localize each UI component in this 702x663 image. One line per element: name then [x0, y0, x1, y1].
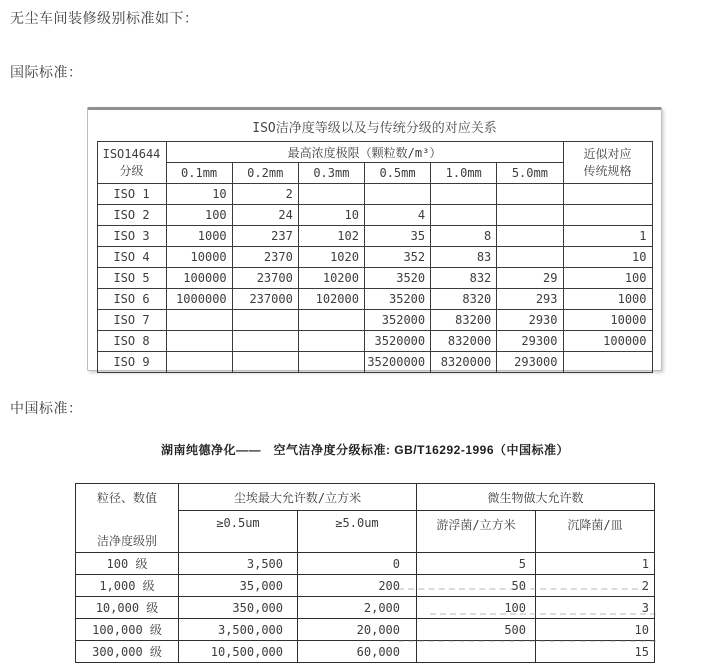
- cell: 60,000: [298, 641, 417, 663]
- table-row: [97, 226, 652, 247]
- cn-corner-line2: 洁净度级别: [96, 534, 157, 548]
- cell: 352: [364, 247, 430, 268]
- cell: 50: [417, 575, 536, 597]
- cell: [497, 226, 563, 247]
- iso-grade-cell: ISO 6: [97, 289, 166, 310]
- cell: 1000000: [166, 289, 232, 310]
- cell: 100: [166, 205, 232, 226]
- cell: [166, 352, 232, 373]
- cell: 5: [417, 553, 536, 575]
- cell: 352000: [364, 310, 430, 331]
- cell: 24: [232, 205, 298, 226]
- cell: 8: [431, 226, 497, 247]
- cn-corner-header: [76, 484, 179, 553]
- cell: 1: [536, 553, 655, 575]
- cell: [431, 184, 497, 205]
- cell: [232, 352, 298, 373]
- iso-grade-cell: ISO 9: [97, 352, 166, 373]
- table-row: [97, 289, 652, 310]
- cell: 10: [536, 619, 655, 641]
- cn-sub-header: 游浮菌/立方米: [417, 511, 536, 553]
- cell: 10: [298, 205, 364, 226]
- cell: 293000: [497, 352, 563, 373]
- cell: [298, 184, 364, 205]
- cell: 4: [364, 205, 430, 226]
- iso-concentration-group-header: 最高浓度极限（颗粒数/m³）: [166, 142, 563, 163]
- cell: 29: [497, 268, 563, 289]
- cell: [563, 184, 652, 205]
- cell: [497, 205, 563, 226]
- cell: 10,500,000: [179, 641, 298, 663]
- cn-corner-line1: 粒径、数值: [96, 491, 157, 505]
- cell: [364, 184, 430, 205]
- cn-grade-cell: 10,000 级: [76, 597, 179, 619]
- cn-table: [75, 483, 655, 663]
- cn-table-title: 湖南纯德净化—— 空气洁净度分级标准: GB/T16292-1996（中国标准）: [160, 443, 570, 457]
- table-row: [97, 268, 652, 289]
- cell: 2930: [497, 310, 563, 331]
- cell: [298, 352, 364, 373]
- iso-traditional-header-line2: 传统规格: [583, 163, 632, 178]
- table-row: [97, 352, 652, 373]
- cell: 237: [232, 226, 298, 247]
- cell: 10000: [166, 247, 232, 268]
- cell: 1000: [563, 289, 652, 310]
- cell: 102000: [298, 289, 364, 310]
- cell: 20,000: [298, 619, 417, 641]
- table-row: [76, 575, 655, 597]
- cell: [298, 310, 364, 331]
- cell: 100: [563, 268, 652, 289]
- cell: [497, 247, 563, 268]
- iso-grade-cell: ISO 2: [97, 205, 166, 226]
- cell: 83200: [431, 310, 497, 331]
- cell: 832000: [431, 331, 497, 352]
- cell: 1: [563, 226, 652, 247]
- iso-traditional-header-line1: 近似对应: [583, 146, 632, 161]
- cell: 10200: [298, 268, 364, 289]
- iso-size-header: 0.5mm: [364, 163, 430, 184]
- cell: 29300: [497, 331, 563, 352]
- cell: 2: [232, 184, 298, 205]
- cell: 2: [536, 575, 655, 597]
- cn-sub-header: ≥0.5um: [179, 511, 298, 553]
- cell: 0: [298, 553, 417, 575]
- iso-table-title: ISO洁净度等级以及与传统分级的对应关系: [252, 121, 497, 136]
- cell: 293: [497, 289, 563, 310]
- table-row: [97, 184, 652, 205]
- section-label-china: 中国标准：: [10, 400, 83, 416]
- iso-grade-cell: ISO 1: [97, 184, 166, 205]
- cn-grade-cell: 100,000 级: [76, 619, 179, 641]
- cell: 1000: [166, 226, 232, 247]
- table-row: [76, 619, 655, 641]
- table-row: [97, 205, 652, 226]
- cell: 23700: [232, 268, 298, 289]
- iso-grade-header-line2: 分级: [119, 163, 144, 178]
- cn-micro-group-header: 微生物做大允许数: [417, 484, 655, 511]
- cn-dust-group-header: 尘埃最大允许数/立方米: [179, 484, 417, 511]
- cell: 35: [364, 226, 430, 247]
- cell: 10: [166, 184, 232, 205]
- cell: [563, 352, 652, 373]
- iso-table-panel: [87, 107, 662, 371]
- table-row: [76, 597, 655, 619]
- cell: [497, 184, 563, 205]
- cell: 102: [298, 226, 364, 247]
- iso-grade-cell: ISO 4: [97, 247, 166, 268]
- iso-size-header: 5.0mm: [497, 163, 563, 184]
- cn-grade-cell: 100 级: [76, 553, 179, 575]
- cn-sub-header: ≥5.0um: [298, 511, 417, 553]
- iso-grade-header: [97, 142, 166, 184]
- cell: 100000: [563, 331, 652, 352]
- iso-traditional-header: [563, 142, 652, 184]
- iso-grade-cell: ISO 3: [97, 226, 166, 247]
- cell: [232, 331, 298, 352]
- cell: 500: [417, 619, 536, 641]
- cell: 3,500: [179, 553, 298, 575]
- cell: 35,000: [179, 575, 298, 597]
- table-row: [76, 641, 655, 663]
- cell: 350,000: [179, 597, 298, 619]
- cell: 83: [431, 247, 497, 268]
- table-row: [97, 331, 652, 352]
- cell: 1020: [298, 247, 364, 268]
- cell: 3,500,000: [179, 619, 298, 641]
- cell: 8320: [431, 289, 497, 310]
- cell: 35200: [364, 289, 430, 310]
- iso-table: [97, 141, 653, 373]
- iso-size-header: 1.0mm: [431, 163, 497, 184]
- cell: 3520000: [364, 331, 430, 352]
- iso-header-row-1: [97, 142, 652, 163]
- iso-grade-cell: ISO 5: [97, 268, 166, 289]
- table-row: [76, 553, 655, 575]
- section-label-international: 国际标准：: [10, 64, 83, 80]
- cn-header-row-1: [76, 484, 655, 511]
- cell: 10000: [563, 310, 652, 331]
- cell: 200: [298, 575, 417, 597]
- cell: [298, 331, 364, 352]
- cell: 100: [417, 597, 536, 619]
- cell: [431, 205, 497, 226]
- cell: 15: [536, 641, 655, 663]
- cn-grade-cell: 300,000 级: [76, 641, 179, 663]
- cell: 3520: [364, 268, 430, 289]
- iso-size-header: 0.2mm: [232, 163, 298, 184]
- iso-grade-header-line1: ISO14644: [102, 146, 161, 161]
- iso-size-header: 0.3mm: [298, 163, 364, 184]
- cn-grade-cell: 1,000 级: [76, 575, 179, 597]
- cell: 10: [563, 247, 652, 268]
- cell: 2370: [232, 247, 298, 268]
- cell: 3: [536, 597, 655, 619]
- cell: [232, 310, 298, 331]
- iso-size-header: 0.1mm: [166, 163, 232, 184]
- cn-sub-header: 沉降菌/皿: [536, 511, 655, 553]
- iso-grade-cell: ISO 8: [97, 331, 166, 352]
- cell: [166, 331, 232, 352]
- table-row: [97, 310, 652, 331]
- cell: [563, 205, 652, 226]
- table-row: [97, 247, 652, 268]
- cell: 832: [431, 268, 497, 289]
- cell: 2,000: [298, 597, 417, 619]
- iso-grade-cell: ISO 7: [97, 310, 166, 331]
- cell: [417, 641, 536, 663]
- cell: [166, 310, 232, 331]
- cell: 35200000: [364, 352, 430, 373]
- intro-text: 无尘车间装修级别标准如下：: [10, 10, 199, 26]
- cell: 237000: [232, 289, 298, 310]
- cell: 100000: [166, 268, 232, 289]
- cell: 8320000: [431, 352, 497, 373]
